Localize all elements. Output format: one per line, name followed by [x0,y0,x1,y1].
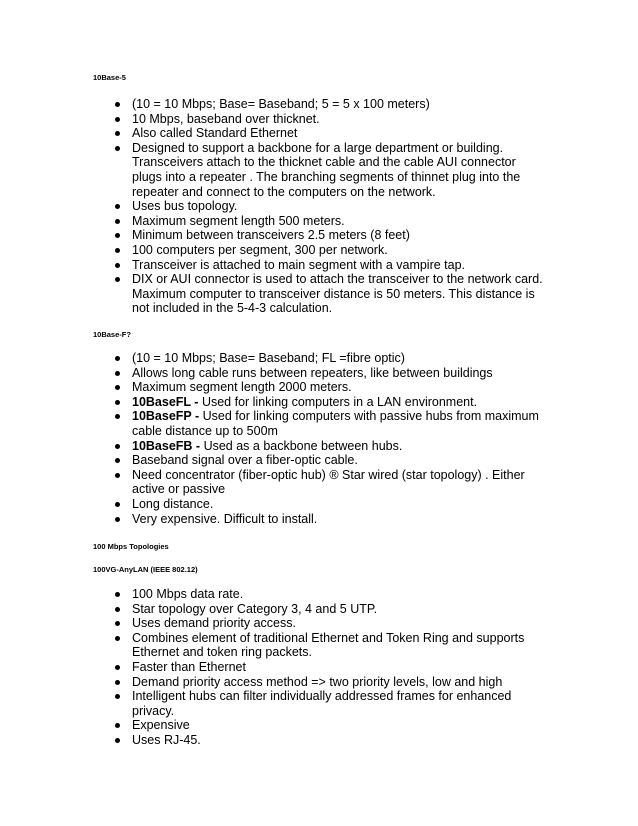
bullet-icon [115,356,120,361]
list-item-line [132,112,552,127]
list-item-text: Used as a backbone between hubs. [200,438,403,453]
list-item-text: Used for linking computers with passive hubs from maximum [199,409,539,424]
list-item-text: not included in the 5-4-3 calculation. [132,301,333,316]
bullet-icon [115,371,120,376]
list-item-line [132,243,552,258]
list-item [0,380,552,395]
bullet-icon [115,385,120,390]
list-item-text: Uses RJ-45. [132,732,201,747]
list-item [0,395,552,410]
list-item-text: (10 = 10 Mbps; Base= Baseband; 5 = 5 x 100 meters) [132,97,430,111]
list-item [0,243,552,258]
bullet-icon [115,607,120,612]
bullet-list-10base5 [0,97,638,316]
list-item [0,733,552,748]
list-item-text: Minimum between transceivers 2.5 meters (8 feet) [132,228,410,243]
bullet-icon [115,517,120,522]
bullet-icon [115,146,120,151]
bullet-icon [115,738,120,743]
list-item-line [132,155,552,170]
bullet-icon [115,621,120,626]
list-item-line [132,512,552,527]
list-item-text: Uses bus topology. [132,199,238,214]
list-item [0,468,552,497]
bullet-list-10basef [0,351,638,526]
list-item [0,587,552,602]
list-item [0,97,552,112]
list-item [0,214,552,229]
list-item-line [132,704,552,719]
heading-100mbps-topologies: 100 Mbps Topologies [93,542,169,551]
list-item-text: Expensive [132,718,190,733]
list-item-text: DIX or AUI connector is used to attach the transceiver to the network card. [132,272,543,287]
list-item-line [132,675,552,690]
list-item-text: plugs into a repeater . The branching segments of thinnet plug into the [132,169,521,184]
list-item [0,366,552,381]
heading-100vg-anylan: 100VG-AnyLAN (IEEE 802.12) [93,565,198,574]
list-item-line [132,272,552,287]
list-item [0,718,552,733]
bullet-icon [115,665,120,670]
bullet-icon [115,414,120,419]
list-item-line [132,258,552,273]
list-item-text: 10 Mbps, baseband over thicknet. [132,111,320,126]
list-item-term: 10BaseFP - [132,409,200,424]
list-item-line [132,287,552,302]
bullet-icon [115,444,120,449]
list-item-text: privacy. [132,703,175,718]
list-item-text: (10 = 10 Mbps; Base= Baseband; FL =fibre optic) [132,351,405,365]
list-item-text: active or passive [132,482,226,497]
list-item-line [132,366,552,381]
list-item-line [132,468,552,483]
list-item-text: Faster than Ethernet [132,659,246,674]
bullet-icon [115,473,120,478]
list-item-text: Need concentrator (fiber-optic hub) ® Star wired (star topology) . Either [132,467,525,482]
list-item-text: Maximum computer to transceiver distance is 50 meters. This distance is [132,286,535,301]
list-item-text: Designed to support a backbone for a large department or building. [132,140,504,155]
list-item [0,689,552,718]
list-item [0,675,552,690]
list-item [0,409,552,438]
bullet-list-100vg-anylan [0,587,638,748]
list-item-text: Maximum segment length 2000 meters. [132,380,352,395]
list-item-line [132,141,552,156]
list-item-line [132,689,552,704]
list-item-text: Long distance. [132,496,214,511]
list-item-term: 10BaseFB - [132,438,201,453]
bullet-icon [115,263,120,268]
list-item [0,258,552,273]
heading-10base5: 10Base-5 [93,73,126,82]
list-item-line [132,602,552,617]
list-item-line [132,301,552,316]
list-item-line [132,409,552,424]
list-item-text: cable distance up to 500m [132,423,278,438]
bullet-icon [115,680,120,685]
list-item-line [132,228,552,243]
list-item-line [132,351,552,366]
list-item [0,199,552,214]
bullet-icon [115,592,120,597]
list-item-text: Maximum segment length 500 meters. [132,213,345,228]
list-item-text: 100 computers per segment, 300 per network. [132,242,388,257]
list-item-text: Demand priority access method => two priority levels, low and high [132,674,503,689]
list-item-text: Star topology over Category 3, 4 and 5 UTP. [132,601,378,616]
list-item [0,351,552,366]
list-item-line [132,718,552,733]
list-item-text: Very expensive. Difficult to install. [132,511,318,526]
list-item-text: Baseband signal over a fiber-optic cable. [132,453,358,468]
bullet-icon [115,102,120,107]
list-item-line [132,587,552,602]
list-item-line [132,482,552,497]
list-item [0,126,552,141]
list-item [0,453,552,468]
list-item [0,497,552,512]
bullet-icon [115,458,120,463]
list-item-text: Ethernet and token ring packets. [132,645,312,660]
list-item [0,631,552,660]
list-item-text: Transceiver is attached to main segment with a vampire tap. [132,257,466,272]
list-item [0,512,552,527]
bullet-icon [115,233,120,238]
list-item-line [132,380,552,395]
list-item-text: Combines element of traditional Ethernet and Token Ring and supports [132,630,525,645]
bullet-icon [115,219,120,224]
list-item-line [132,497,552,512]
list-item-line [132,616,552,631]
bullet-icon [115,636,120,641]
list-item [0,272,552,316]
bullet-icon [115,277,120,282]
list-item [0,112,552,127]
list-item-line [132,199,552,214]
list-item-text: repeater and connect to the computers on the network. [132,184,436,199]
list-item [0,439,552,454]
list-item-line [132,214,552,229]
list-item-line [132,660,552,675]
list-item-line [132,453,552,468]
list-item-text: Allows long cable runs between repeaters, like between buildings [132,365,493,380]
list-item-text: 100 Mbps data rate. [132,587,244,601]
list-item-line [132,170,552,185]
bullet-icon [115,723,120,728]
list-item-line [132,424,552,439]
list-item-line [132,733,552,748]
bullet-icon [115,131,120,136]
list-item-line [132,126,552,141]
list-item-text: Uses demand priority access. [132,616,296,631]
list-item-line [132,97,552,112]
list-item [0,616,552,631]
list-item-line [132,645,552,660]
list-item-text: Used for linking computers in a LAN environment. [198,394,478,409]
list-item-text: Also called Standard Ethernet [132,126,298,141]
list-item-line [132,185,552,200]
bullet-icon [115,204,120,209]
bullet-icon [115,117,120,122]
bullet-icon [115,502,120,507]
bullet-icon [115,694,120,699]
list-item [0,141,552,199]
list-item-text: Intelligent hubs can filter individually addressed frames for enhanced [132,689,512,704]
list-item-line [132,631,552,646]
heading-10basef: 10Base-F? [93,330,131,339]
bullet-icon [115,248,120,253]
list-item-line [132,439,552,454]
list-item [0,228,552,243]
list-item-line [132,395,552,410]
list-item [0,602,552,617]
bullet-icon [115,400,120,405]
list-item [0,660,552,675]
list-item-text: Transceivers attach to the thicknet cable and the cable AUI connector [132,155,516,170]
list-item-term: 10BaseFL - [132,394,199,409]
